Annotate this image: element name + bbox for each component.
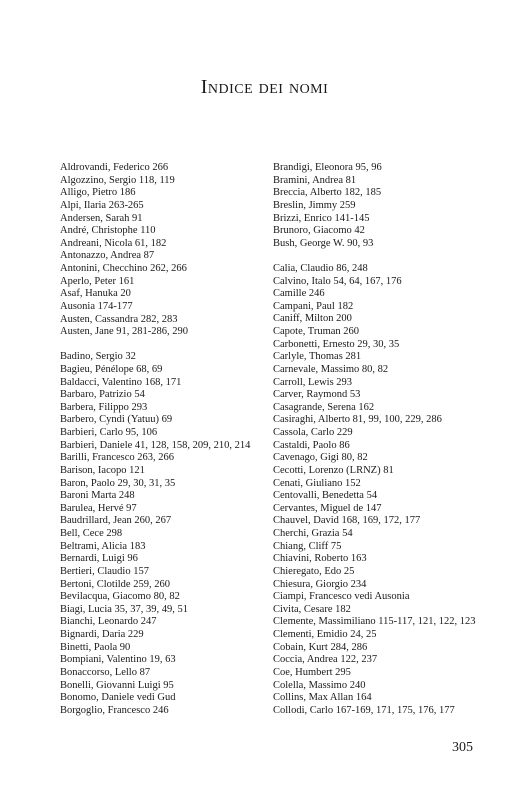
index-entry: Baudrillard, Jean 260, 267 bbox=[60, 515, 172, 527]
index-entry: Aperlo, Peter 161 bbox=[60, 275, 135, 287]
index-entry: Beltrami, Alicia 183 bbox=[60, 540, 146, 552]
index-entry: Bonelli, Giovanni Luigi 95 bbox=[60, 679, 174, 691]
index-entry: Andreani, Nicola 61, 182 bbox=[60, 237, 167, 249]
index-entry: Carbonetti, Ernesto 29, 30, 35 bbox=[273, 338, 400, 350]
index-entry: Cavenago, Gigi 80, 82 bbox=[273, 452, 368, 464]
index-entry: Chauvel, David 168, 169, 172, 177 bbox=[273, 515, 421, 527]
index-entry: Civita, Cesare 182 bbox=[273, 603, 351, 615]
page-number: 305 bbox=[452, 740, 473, 755]
index-entry: Biagi, Lucia 35, 37, 39, 49, 51 bbox=[60, 603, 189, 615]
index-entry: Brunoro, Giacomo 42 bbox=[273, 225, 365, 237]
index-entry: Cherchi, Grazia 54 bbox=[273, 528, 353, 540]
index-entry: Barbieri, Daniele 41, 128, 158, 209, 210, 214 bbox=[60, 439, 251, 451]
index-entry: Cobain, Kurt 284, 286 bbox=[273, 641, 368, 653]
index-entry: Carnevale, Massimo 80, 82 bbox=[273, 363, 389, 375]
index-entry: Casiraghi, Alberto 81, 99, 100, 229, 286 bbox=[273, 414, 442, 426]
index-entry: Cenati, Giuliano 152 bbox=[273, 477, 361, 489]
index-entry: Barbera, Filippo 293 bbox=[60, 401, 148, 413]
index-gap bbox=[60, 339, 265, 352]
index-entry: Calvino, Italo 54, 64, 167, 176 bbox=[273, 275, 402, 287]
index-entry: Binetti, Paola 90 bbox=[60, 641, 131, 653]
index-entry: Antonini, Checchino 262, 266 bbox=[60, 263, 187, 274]
index-entry: Coe, Humbert 295 bbox=[273, 666, 351, 678]
index-entry: Bompiani, Valentino 19, 63 bbox=[60, 654, 176, 666]
index-entry: André, Christophe 110 bbox=[60, 225, 156, 237]
index-entry: Barulea, Hervé 97 bbox=[60, 502, 137, 514]
index-entry: Antonazzo, Andrea 87 bbox=[60, 250, 155, 262]
index-entry: Borgoglio, Francesco 246 bbox=[60, 704, 169, 716]
index-entry: Cassola, Carlo 229 bbox=[273, 427, 353, 439]
index-entry: Coccia, Andrea 122, 237 bbox=[273, 654, 378, 666]
index-entry: Bevilacqua, Giacomo 80, 82 bbox=[60, 591, 180, 603]
index-entry: Chiavini, Roberto 163 bbox=[273, 553, 367, 565]
index-entry: Chieregato, Edo 25 bbox=[273, 565, 355, 577]
index-entry: Brizzi, Enrico 141-145 bbox=[273, 212, 370, 224]
index-entry: Chiang, Cliff 75 bbox=[273, 540, 342, 552]
index-entry: Bell, Cece 298 bbox=[60, 528, 123, 540]
index-entry: Bonomo, Daniele vedi Gud bbox=[60, 692, 176, 704]
index-entry: Barbero, Cyndi (Yatuu) 69 bbox=[60, 414, 173, 426]
index-column-left bbox=[60, 162, 265, 717]
index-entry: Bertieri, Claudio 157 bbox=[60, 565, 149, 577]
index-entry: Cervantes, Miguel de 147 bbox=[273, 502, 382, 514]
index-entry: Camille 246 bbox=[273, 288, 325, 300]
index-entry: Baroni Marta 248 bbox=[60, 490, 135, 502]
index-entry: Carroll, Lewis 293 bbox=[273, 376, 353, 388]
index-entry: Bianchi, Leonardo 247 bbox=[60, 616, 157, 628]
index-entry: Brandigi, Eleonora 95, 96 bbox=[273, 162, 382, 173]
page-title: Indice dei nomi bbox=[200, 76, 329, 98]
index-gap bbox=[273, 250, 513, 263]
index-entry: Clementi, Emidio 24, 25 bbox=[273, 629, 377, 641]
index-entry: Clemente, Massimiliano 115-117, 121, 122, 123 bbox=[273, 616, 476, 628]
index-entry: Bertoni, Clotilde 259, 260 bbox=[60, 578, 170, 590]
index-entry: Casagrande, Serena 162 bbox=[273, 401, 375, 413]
index-entry: Collins, Max Allan 164 bbox=[273, 692, 372, 704]
index-entry: Aldrovandi, Federico 266 bbox=[60, 162, 169, 173]
index-entry: Austen, Cassandra 282, 283 bbox=[60, 313, 178, 325]
index-entry: Algozzino, Sergio 118, 119 bbox=[60, 174, 175, 186]
index-entry: Bernardi, Luigi 96 bbox=[60, 553, 138, 565]
index-entry: Chiesura, Giorgio 234 bbox=[273, 578, 367, 590]
index-entry: Ausonia 174-177 bbox=[60, 300, 133, 312]
index-entry: Bagieu, Pénélope 68, 69 bbox=[60, 363, 163, 375]
index-entry: Campani, Paul 182 bbox=[273, 300, 354, 312]
index-entry: Breslin, Jimmy 259 bbox=[273, 199, 356, 211]
index-entry: Baron, Paolo 29, 30, 31, 35 bbox=[60, 477, 176, 489]
index-entry: Asaf, Hanuka 20 bbox=[60, 288, 131, 300]
index-column-right bbox=[273, 162, 513, 717]
index-entry: Ciampi, Francesco vedi Ausonia bbox=[273, 591, 410, 603]
index-entry: Centovalli, Benedetta 54 bbox=[273, 490, 378, 502]
index-entry: Cecotti, Lorenzo (LRNZ) 81 bbox=[273, 464, 394, 476]
index-entry: Castaldi, Paolo 86 bbox=[273, 439, 350, 451]
index-entry: Colella, Massimo 240 bbox=[273, 679, 366, 691]
index-entry: Barbaro, Patrizio 54 bbox=[60, 389, 145, 401]
index-entry: Calia, Claudio 86, 248 bbox=[273, 262, 368, 274]
index-entry: Caniff, Milton 200 bbox=[273, 313, 352, 325]
index-entry: Carlyle, Thomas 281 bbox=[273, 351, 362, 363]
index-entry: Badino, Sergio 32 bbox=[60, 351, 136, 363]
index-entry: Austen, Jane 91, 281-286, 290 bbox=[60, 326, 189, 338]
index-entry: Andersen, Sarah 91 bbox=[60, 212, 143, 224]
index-entry: Carver, Raymond 53 bbox=[273, 389, 361, 401]
index-entry: Alpi, Ilaria 263-265 bbox=[60, 199, 144, 211]
index-entry: Barbieri, Carlo 95, 106 bbox=[60, 427, 158, 439]
index-entry: Barison, Iacopo 121 bbox=[60, 464, 145, 476]
index-entry: Breccia, Alberto 182, 185 bbox=[273, 187, 382, 199]
index-entry: Collodi, Carlo 167-169, 171, 175, 176, 177 bbox=[273, 704, 455, 716]
index-entry: Bramini, Andrea 81 bbox=[273, 174, 357, 186]
index-entry: Bush, George W. 90, 93 bbox=[273, 237, 374, 249]
index-entry: Alligo, Pietro 186 bbox=[60, 187, 136, 199]
index-entry: Bignardi, Daria 229 bbox=[60, 629, 144, 641]
index-entry: Capote, Truman 260 bbox=[273, 326, 360, 338]
index-entry: Bonaccorso, Lello 87 bbox=[60, 666, 151, 678]
index-entry: Barilli, Francesco 263, 266 bbox=[60, 452, 175, 464]
index-entry: Baldacci, Valentino 168, 171 bbox=[60, 376, 182, 388]
